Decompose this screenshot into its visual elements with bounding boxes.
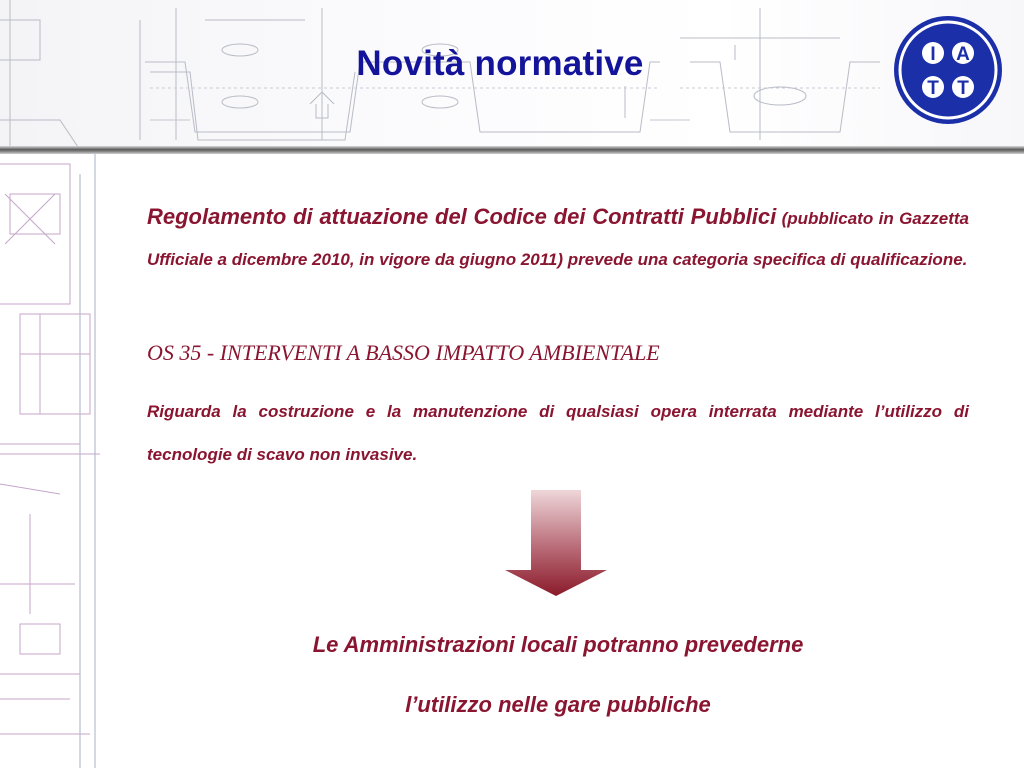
iatt-logo [893,15,1003,125]
arrow-down-icon [503,490,609,598]
technical-drawing-sidebar [0,154,110,768]
header-divider [0,146,1024,154]
conclusion-line-2: l’utilizzo nelle gare pubbliche [405,692,711,717]
conclusion-line-1: Le Amministrazioni locali potranno prevederne [312,632,804,657]
logo-letter-t1: T [927,78,939,99]
slide-title: Novità normative [356,44,644,83]
regulation-paragraph [147,196,969,280]
logo-letter-i: I [930,44,936,65]
logo-letter-a: A [956,44,970,65]
logo-letter-t2: T [957,78,969,99]
regulation-details: (pubblicato in Gazzetta Ufficiale a dicembre 2010, in vigore da giugno 2011) prevede una categoria specifica di qualificazione. [147,209,969,269]
os35-heading: OS 35 - INTERVENTI A BASSO IMPATTO AMBIENTALE [147,340,660,365]
os35-description: Riguarda la costruzione e la manutenzione di qualsiasi opera interrata mediante l’utilizzo di tecnologie di scavo non invasive. [147,402,969,464]
regulation-lead: Regolamento di attuazione del Codice dei Contratti Pubblici [147,204,777,229]
